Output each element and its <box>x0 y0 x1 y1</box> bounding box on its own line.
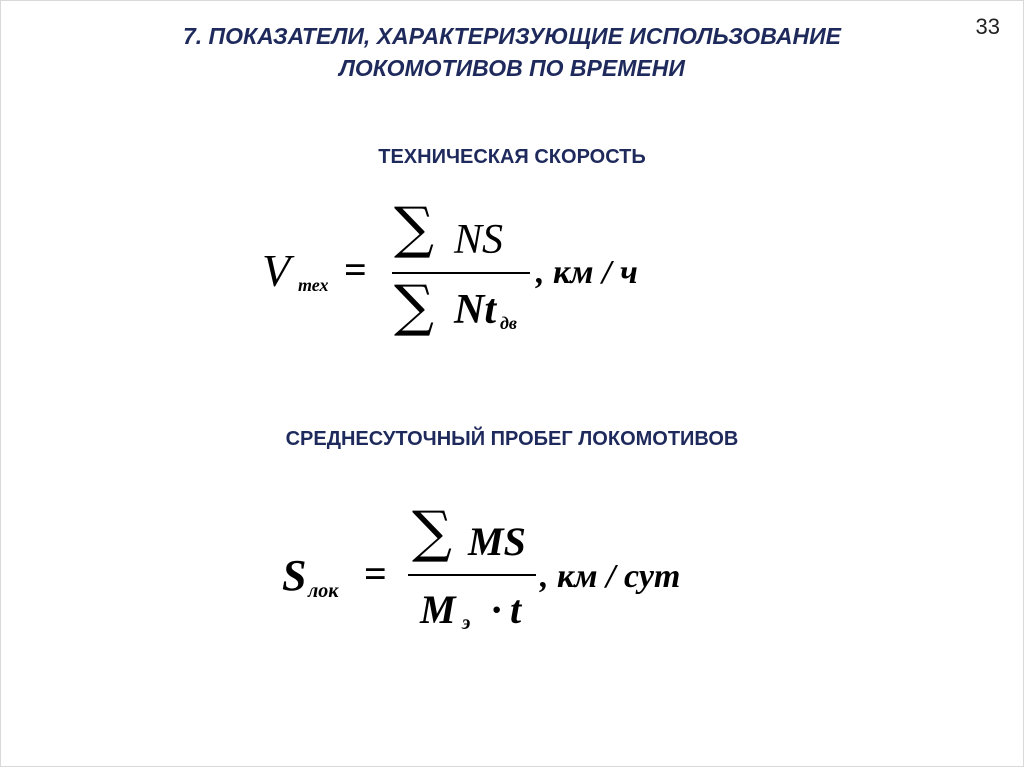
section-heading-technical-speed: ТЕХНИЧЕСКАЯ СКОРОСТЬ <box>378 146 646 168</box>
formula-denominator: Nt <box>454 287 496 333</box>
formula-lhs: V <box>262 245 291 296</box>
sum-symbol-denominator: ∑ <box>394 274 434 339</box>
sum-symbol-numerator: ∑ <box>412 500 452 565</box>
formula-numerator: MS <box>468 519 526 564</box>
formula-denominator-subscript: э <box>462 612 471 634</box>
formula-numerator: NS <box>454 217 504 263</box>
formula-unit: , км / сут <box>540 558 681 595</box>
formula-unit: , км / ч <box>536 254 638 291</box>
formula-lhs-subscript: тех <box>298 275 329 295</box>
formula-denominator-t: t <box>510 587 522 632</box>
formula-denominator-main: M <box>420 587 456 632</box>
formula-equals: = <box>344 247 367 292</box>
fraction-line <box>408 574 536 576</box>
formula-denominator-subscript: дв <box>500 313 517 333</box>
slide-title-line-1: 7. ПОКАЗАТЕЛИ, ХАРАКТЕРИЗУЮЩИЕ ИСПОЛЬЗОВАНИЕ <box>182 23 842 49</box>
formula-equals: = <box>364 551 387 596</box>
formula-lhs-subscript: лок <box>308 580 339 602</box>
slide-title-line-2: ЛОКОМОТИВОВ ПО ВРЕМЕНИ <box>339 55 685 81</box>
formula-lhs: S <box>282 551 307 600</box>
sum-symbol-numerator: ∑ <box>394 196 434 261</box>
section-heading-daily-run: СРЕДНЕСУТОЧНЫЙ ПРОБЕГ ЛОКОМОТИВОВ <box>285 428 739 450</box>
page-number: 33 <box>975 14 1000 39</box>
formula-dot: · <box>490 587 504 632</box>
